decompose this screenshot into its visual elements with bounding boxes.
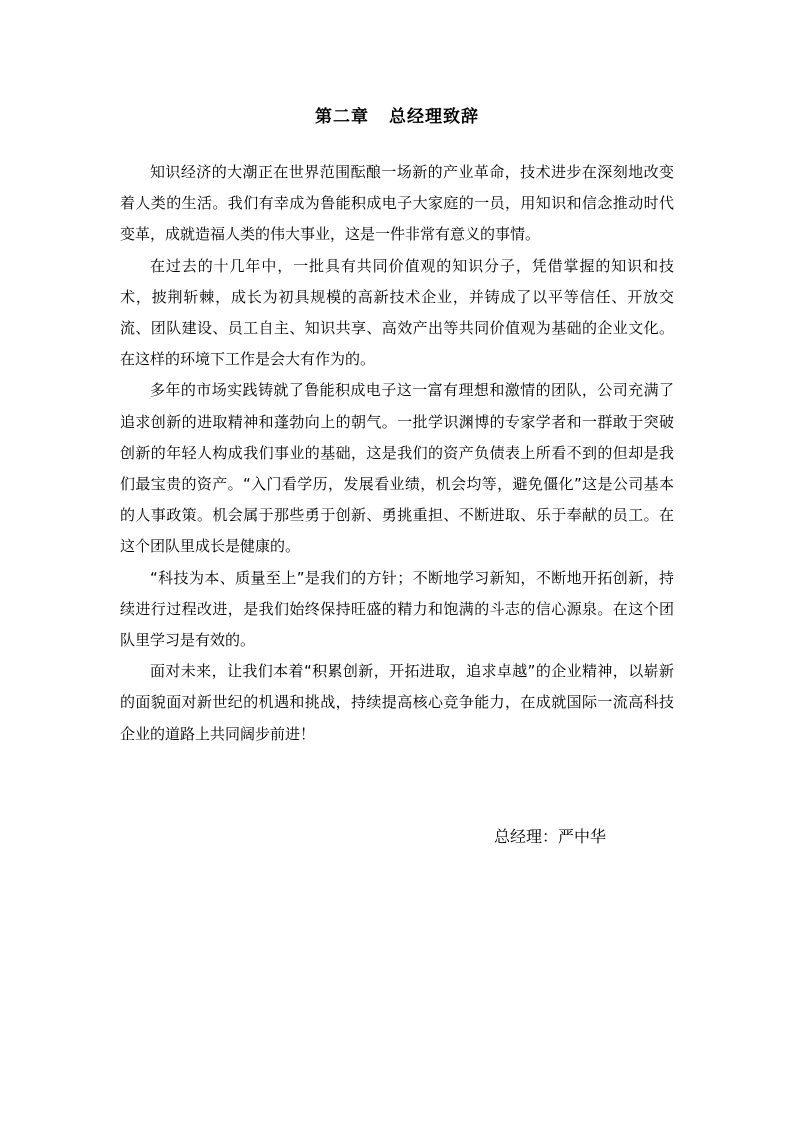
letter-body (120, 157, 674, 750)
chapter-heading: 总经理致辞 (389, 107, 479, 127)
paragraph-4: “科技为本、质量至上”是我们的方针；不断地学习新知，不断地开拓创新，持续进行过程改进，是我们始终保持旺盛的精力和饱满的斗志的信心源泉。在这个团队里学习是有效的。 (120, 568, 674, 650)
paragraph-1: 知识经济的大潮正在世界范围酝酿一场新的产业革命，技术进步在深刻地改变着人类的生活。我们有幸成为鲁能积成电子大家庭的一员，用知识和信念推动时代变革，成就造福人类的伟大事业，这是一件非常有意义的事情。 (120, 163, 674, 244)
chapter-number: 第二章 (315, 107, 369, 127)
signature: 总经理：严中华 (494, 827, 607, 846)
chapter-title (0, 103, 794, 131)
paragraph-5: 面对未来，让我们本着“积累创新，开拓进取，追求卓越”的企业精神，以崭新的面貌面对新世纪的机遇和挑战，持续提高核心竞争能力，在成就国际一流高科技企业的道路上共同阔步前进！ (120, 662, 674, 743)
paragraph-3: 多年的市场实践铸就了鲁能积成电子这一富有理想和激情的团队，公司充满了追求创新的进取精神和蓬勃向上的朝气。一批学识渊博的专家学者和一群敢于突破创新的年轻人构成我们事业的基础，这是我们的资产负债表上所看不到的但却是我们最宝贵的资产。“入门看学历，发展看业绩，机会均等，避免僵化”这是公司基本的人事政策。机会属于那些勇于创新、勇挑重担、不断进取、乐于奉献的员工。在这个团队里成长是健康的。 (120, 381, 674, 556)
paragraph-2: 在过去的十几年中，一批具有共同价值观的知识分子，凭借掌握的知识和技术，披荆斩棘，成长为初具规模的高新技术企业，并铸成了以平等信任、开放交流、团队建设、员工自主、知识共享、高效产出等共同价值观为基础的企业文化。在这样的环境下工作是会大有作为的。 (120, 256, 674, 369)
